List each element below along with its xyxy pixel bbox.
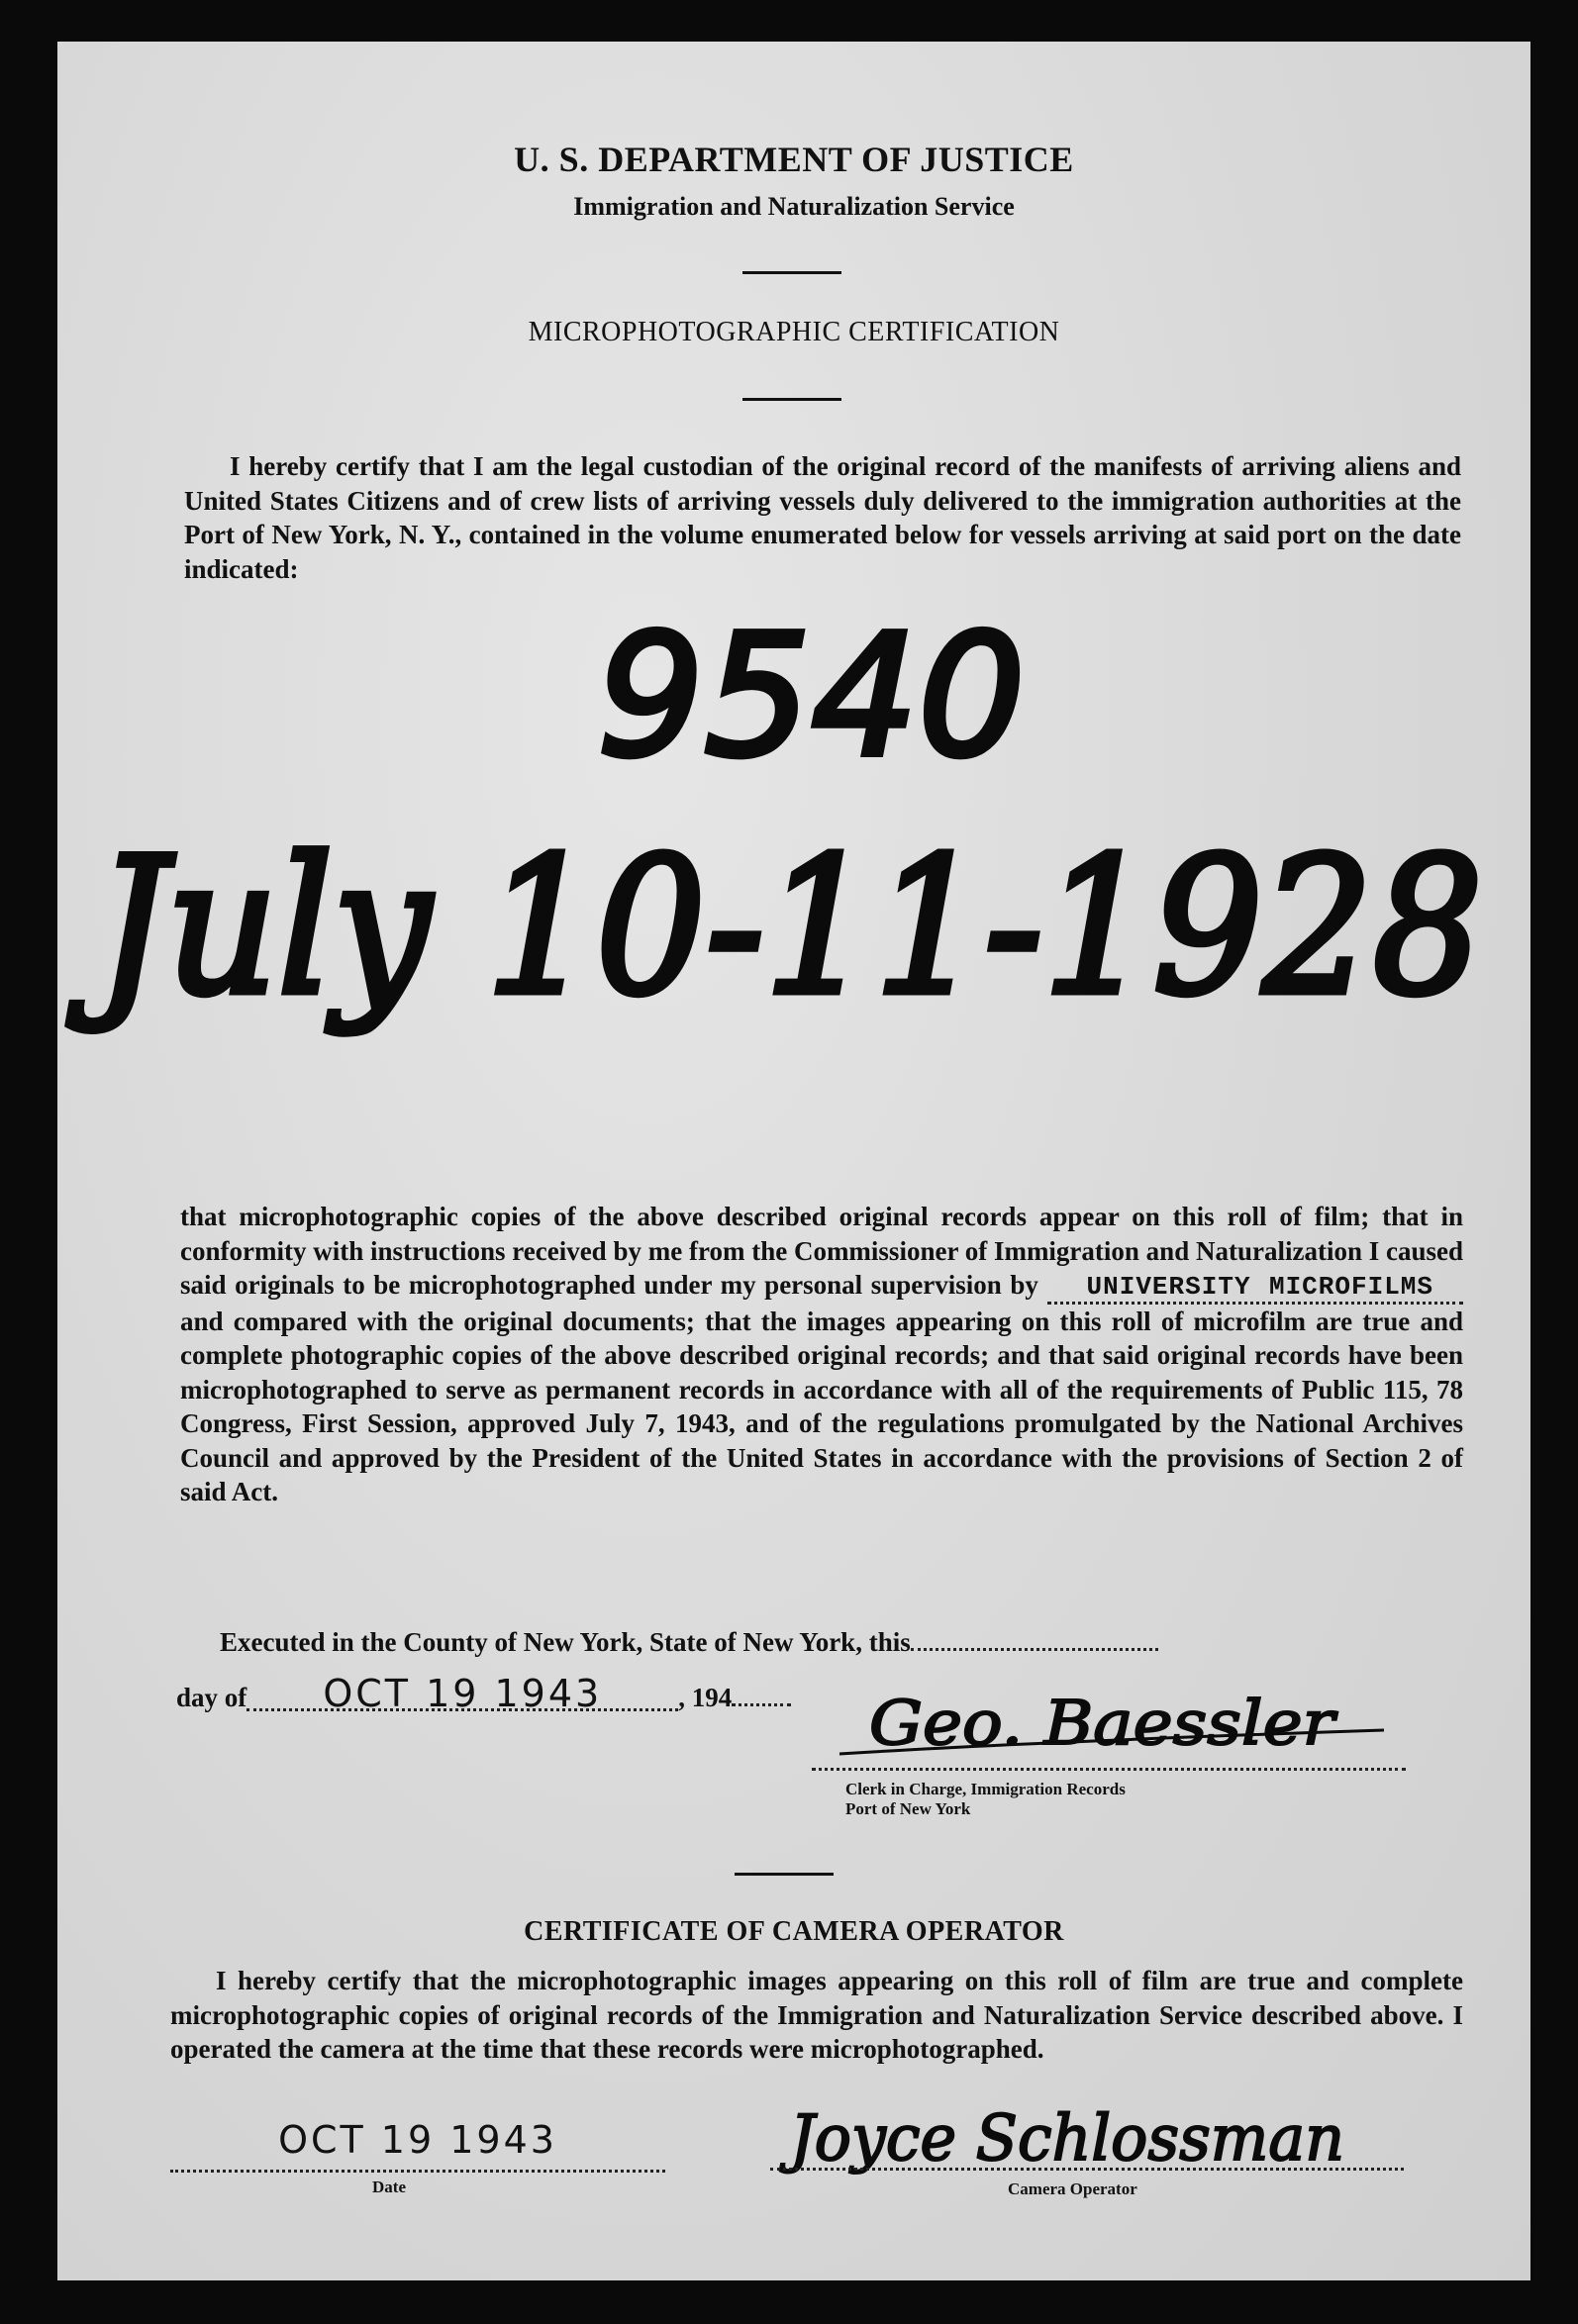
certificate-document — [57, 42, 1530, 2280]
day-date-stamp: OCT 19 1943 — [247, 1679, 678, 1711]
execution-text: Executed in the County of New York, State of New York, this — [220, 1627, 911, 1657]
service-subheading: Immigration and Naturalization Service — [573, 192, 1015, 221]
year-blank — [732, 1682, 791, 1706]
execution-blank — [911, 1626, 1158, 1651]
operator-signature-line — [770, 2166, 1404, 2171]
handwritten-date: July 10-11-1928 — [67, 818, 1484, 1036]
operator-date-stamp: OCT 19 1943 — [278, 2118, 557, 2162]
day-of-label: day of — [176, 1683, 247, 1712]
year-label: , 194 — [678, 1683, 733, 1712]
intro-paragraph — [184, 449, 1461, 586]
handwritten-volume-number: 9540 — [597, 599, 1026, 795]
camera-operator-title: CERTIFICATE OF CAMERA OPERATOR — [524, 1916, 1064, 1947]
operator-signature — [750, 2081, 1384, 2189]
handwritten-annotation — [57, 596, 1530, 1190]
clerk-title-line1: Clerk in Charge, Immigration Records — [845, 1780, 1126, 1798]
divider-rule — [742, 271, 841, 274]
camera-operator-label: Camera Operator — [1008, 2179, 1137, 2198]
execution-line — [220, 1625, 1467, 1660]
clerk-title-line2: Port of New York — [845, 1799, 971, 1818]
clerk-signature-text: Geo. Baessler — [869, 1687, 1338, 1759]
clerk-signature-line — [812, 1764, 1406, 1771]
supervisor-name-field: UNIVERSITY MICROFILMS — [1047, 1272, 1464, 1305]
intro-paragraph-text: I hereby certify that I am the legal custodian of the original record of the manifests of arriving aliens and United States Citizens and of crew lists of arriving vessels duly delivered to the immigration authorities at the Port of New York, N. Y., contained in the volume enumerated below for vessels arriving at said port on the date indicated: — [184, 451, 1461, 584]
department-heading: U. S. DEPARTMENT OF JUSTICE — [514, 140, 1074, 179]
clerk-signature — [830, 1665, 1404, 1774]
certification-title: MICROPHOTOGRAPHIC CERTIFICATION — [528, 317, 1060, 347]
date-label: Date — [372, 2178, 406, 2196]
camera-operator-paragraph-text: I hereby certify that the microphotographic images appearing on this roll of film are true and complete microphotographic copies of original records of the Immigration and Naturalization Service described above. I operated the camera at the time that these records were microphotographed. — [170, 1966, 1463, 2064]
body-paragraph — [180, 1200, 1463, 1509]
clerk-title — [845, 1780, 1126, 1819]
divider-rule — [735, 1873, 834, 1876]
body-paragraph-part1: that microphotographic copies of the above described original records appear on this roll of film; that in conformity with instructions received by me from the Commissioner of Immigration and Naturalization I caused said originals to be microphotographed under my personal supervision by — [180, 1202, 1463, 1300]
operator-date-line — [170, 2168, 665, 2173]
day-of-line — [176, 1672, 791, 1715]
camera-operator-paragraph — [170, 1964, 1463, 2067]
divider-rule — [742, 398, 841, 401]
body-paragraph-part2: and compared with the original documents; that the images appearing on this roll of microfilm are true and complete photographic copies of the above described original records; and that said original records have been microphotographed to serve as permanent records in accordance with all of the requirements of Public 115, 78 Congress, First Session, approved July 7, 1943, and of the regulations promulgated by the National Archives Council and approved by the President of the United States in accordance with the provisions of Section 2 of said Act. — [180, 1306, 1463, 1506]
operator-signature-text: Joyce Schlossman — [779, 2102, 1344, 2176]
